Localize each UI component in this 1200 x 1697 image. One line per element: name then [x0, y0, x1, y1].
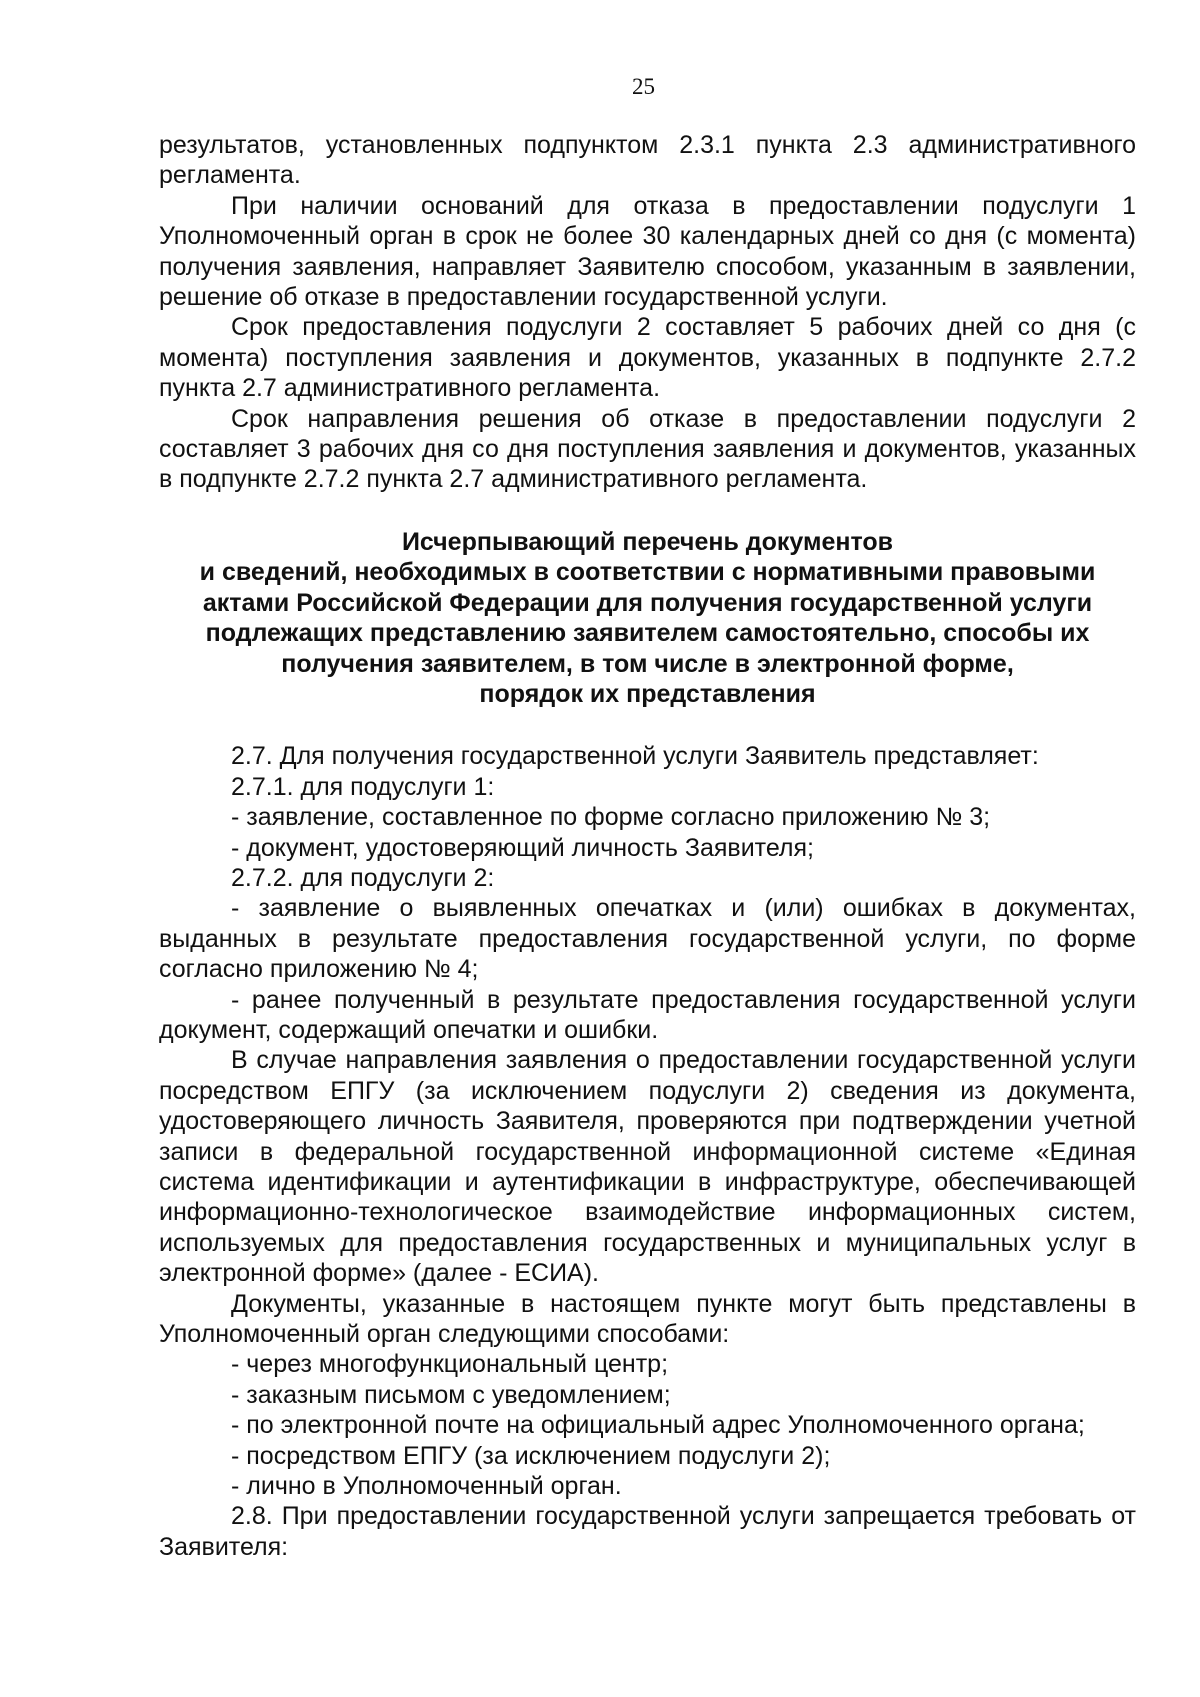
paragraph: 2.8. При предоставлении государственной услуги запрещается требовать от Заявителя:: [159, 1502, 1136, 1561]
heading-line: актами Российской Федерации для получения государственной услуги: [202, 588, 1093, 617]
paragraph: Срок направления решения об отказе в предоставлении подуслуги 2 составляет 3 рабочих дня со дня поступления заявления и документов, указанных в подпункте 2.7.2 пункта 2.7 административного регламента.: [159, 404, 1136, 494]
document-body: [159, 130, 1136, 1562]
paragraph: - через многофункциональный центр;: [231, 1350, 669, 1379]
paragraph: - ранее полученный в результате предоставления государственной услуги документ, содержащий опечатки и ошибки.: [159, 985, 1136, 1044]
section-heading: [159, 527, 1136, 709]
page-number: 25: [632, 74, 655, 99]
heading-line: и сведений, необходимых в соответствии с нормативными правовыми: [199, 558, 1096, 587]
paragraph: - заявление, составленное по форме согласно приложению № 3;: [231, 803, 991, 832]
paragraph: При наличии оснований для отказа в предоставлении подуслуги 1 Уполномоченный орган в срок не более 30 календарных дней со дня (с момента) получения заявления, направляет Заявителю способом, указанным в заявлении, решение об отказе в предоставлении государственной услуги.: [159, 191, 1136, 312]
list-section: [159, 741, 1136, 1562]
paragraph: 2.7.2. для подуслуги 2:: [231, 863, 495, 892]
paragraph: - документ, удостоверяющий личность Заявителя;: [231, 833, 814, 862]
paragraph: - заказным письмом с уведомлением;: [231, 1380, 671, 1409]
heading-line: Исчерпывающий перечень документов: [401, 527, 894, 556]
paragraph: - лично в Уполномоченный орган.: [231, 1472, 622, 1501]
paragraph: Документы, указанные в настоящем пункте могут быть представлены в Уполномоченный орган следующими способами:: [159, 1289, 1136, 1349]
heading-line: подлежащих представлению заявителем самостоятельно, способы их: [205, 619, 1090, 648]
paragraph: 2.7. Для получения государственной услуги Заявитель представляет:: [231, 742, 1039, 771]
paragraph: - посредством ЕПГУ (за исключением подуслуги 2);: [231, 1441, 831, 1470]
paragraph: - заявление о выявленных опечатках и (или) ошибках в документах, выданных в результате предоставления государственной услуги, по форме согласно приложению № 4;: [159, 894, 1136, 984]
paragraph: 2.7.1. для подуслуги 1:: [231, 772, 495, 801]
paragraph: - по электронной почте на официальный адрес Уполномоченного органа;: [231, 1411, 1085, 1440]
heading-line: получения заявителем, в том числе в электронной форме,: [281, 649, 1014, 678]
paragraph: В случае направления заявления о предоставлении государственной услуги посредством ЕПГУ (за исключением подуслуги 2) сведения из документа, удостоверяющего личность Заявителя, проверяются при подтверждении учетной записи в федеральной государственной информационной системе «Единая система идентификации и аутентификации в инфраструктуре, обеспечивающей информационно-технологическое взаимодействие информационных систем, используемых для предоставления государственных и муниципальных услуг в электронной форме» (далее - ЕСИА).: [159, 1046, 1136, 1288]
paragraph: результатов, установленных подпунктом 2.3.1 пункта 2.3 административного регламента.: [159, 131, 1136, 190]
heading-line: порядок их представления: [479, 679, 816, 708]
paragraph: Срок предоставления подуслуги 2 составляет 5 рабочих дней со дня (с момента) поступления заявления и документов, указанных в подпункте 2.7.2 пункта 2.7 административного регламента.: [159, 313, 1136, 403]
intro-section: [159, 130, 1136, 495]
